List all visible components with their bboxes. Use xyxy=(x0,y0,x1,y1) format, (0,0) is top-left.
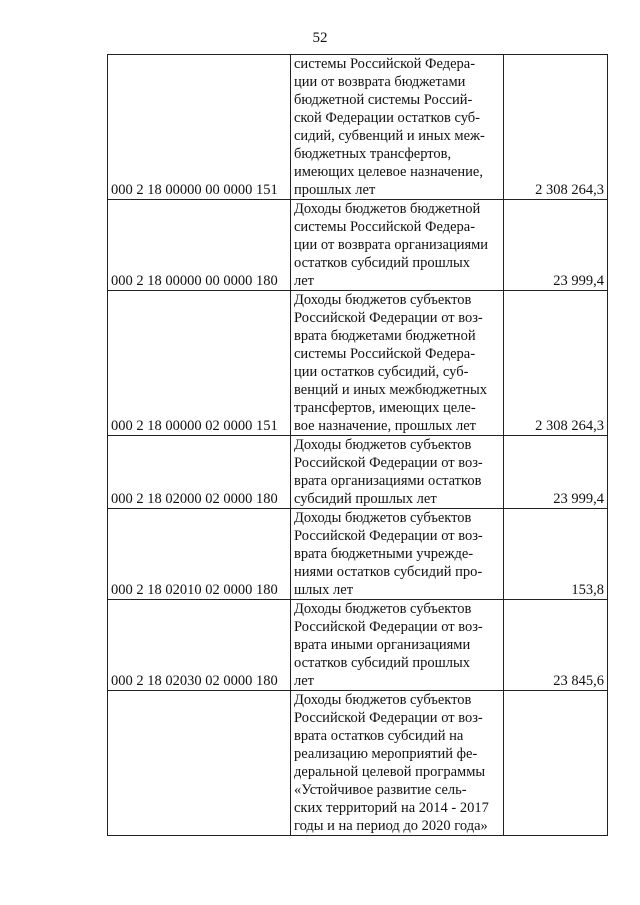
table-row xyxy=(108,291,608,436)
classification-code: 000 2 18 00000 00 0000 180 xyxy=(108,200,291,291)
table-row xyxy=(108,55,608,200)
description-line: бюджетной системы Россий- xyxy=(294,92,473,108)
description-line: субсидий прошлых лет xyxy=(294,491,437,507)
description-line: ции остатков субсидий, суб- xyxy=(294,364,469,380)
description-line: ции от возврата бюджетами xyxy=(294,74,466,90)
description-line: прошлых лет xyxy=(294,182,376,198)
description-line: врата остатков субсидий на xyxy=(294,728,464,744)
description-line: лет xyxy=(294,273,315,289)
description-line: Российской Федерации от воз- xyxy=(294,455,483,471)
table-row xyxy=(108,509,608,600)
description-line: имеющих целевое назначение, xyxy=(294,164,483,180)
description-line: врата бюджетными учрежде- xyxy=(294,546,474,562)
description-line: лет xyxy=(294,673,315,689)
description-line: врата бюджетами бюджетной xyxy=(294,328,476,344)
description-line: системы Российской Федера- xyxy=(294,56,476,72)
description-line: «Устойчивое развитие сель- xyxy=(294,782,467,798)
table-row xyxy=(108,600,608,691)
amount-value xyxy=(504,691,608,836)
amount-value: 23 999,4 xyxy=(504,436,608,509)
amount-value: 2 308 264,3 xyxy=(504,291,608,436)
table-body xyxy=(108,55,608,836)
description-line: ских территорий на 2014 - 2017 xyxy=(294,800,489,816)
description-line: ской Федерации остатков суб- xyxy=(294,110,480,126)
table-row xyxy=(108,200,608,291)
description-line: Российской Федерации от воз- xyxy=(294,619,483,635)
classification-code: 000 2 18 02030 02 0000 180 xyxy=(108,600,291,691)
description-line: трансфертов, имеющих целе- xyxy=(294,400,476,416)
description-line: Доходы бюджетов бюджетной xyxy=(294,201,481,217)
description-line: Российской Федерации от воз- xyxy=(294,528,483,544)
amount-value: 2 308 264,3 xyxy=(504,55,608,200)
description-line: врата организациями остатков xyxy=(294,473,482,489)
description-line: сидий, субвенций и иных меж- xyxy=(294,128,485,144)
table-row xyxy=(108,436,608,509)
description-line: Доходы бюджетов субъектов xyxy=(294,292,472,308)
description-line: системы Российской Федера- xyxy=(294,346,476,362)
description-line: Российской Федерации от воз- xyxy=(294,310,483,326)
description-line: системы Российской Федера- xyxy=(294,219,476,235)
description-line: шлых лет xyxy=(294,582,354,598)
table-row xyxy=(108,691,608,836)
description-line: Доходы бюджетов субъектов xyxy=(294,692,472,708)
classification-code: 000 2 18 00000 00 0000 151 xyxy=(108,55,291,200)
classification-code: 000 2 18 00000 02 0000 151 xyxy=(108,291,291,436)
revenue-description xyxy=(291,436,504,509)
description-line: остатков субсидий прошлых xyxy=(294,655,471,671)
description-line: ниями остатков субсидий про- xyxy=(294,564,483,580)
revenue-description xyxy=(291,200,504,291)
amount-value: 23 845,6 xyxy=(504,600,608,691)
description-line: Доходы бюджетов субъектов xyxy=(294,510,472,526)
description-line: Доходы бюджетов субъектов xyxy=(294,437,472,453)
description-line: остатков субсидий прошлых xyxy=(294,255,471,271)
description-line: деральной целевой программы xyxy=(294,764,486,780)
description-line: годы и на период до 2020 года» xyxy=(294,818,488,834)
classification-code xyxy=(108,691,291,836)
description-line: венций и иных межбюджетных xyxy=(294,382,488,398)
classification-code: 000 2 18 02010 02 0000 180 xyxy=(108,509,291,600)
classification-code: 000 2 18 02000 02 0000 180 xyxy=(108,436,291,509)
revenue-description xyxy=(291,691,504,836)
revenue-description xyxy=(291,600,504,691)
revenue-description xyxy=(291,291,504,436)
budget-revenue-table xyxy=(107,54,608,836)
description-line: врата иными организациями xyxy=(294,637,471,653)
revenue-description xyxy=(291,55,504,200)
revenue-description xyxy=(291,509,504,600)
description-line: Российской Федерации от воз- xyxy=(294,710,483,726)
description-line: бюджетных трансфертов, xyxy=(294,146,452,162)
description-line: реализацию мероприятий фе- xyxy=(294,746,478,762)
description-line: вое назначение, прошлых лет xyxy=(294,418,476,434)
amount-value: 153,8 xyxy=(504,509,608,600)
amount-value: 23 999,4 xyxy=(504,200,608,291)
description-line: ции от возврата организациями xyxy=(294,237,489,253)
page-number: 52 xyxy=(312,30,328,46)
description-line: Доходы бюджетов субъектов xyxy=(294,601,472,617)
